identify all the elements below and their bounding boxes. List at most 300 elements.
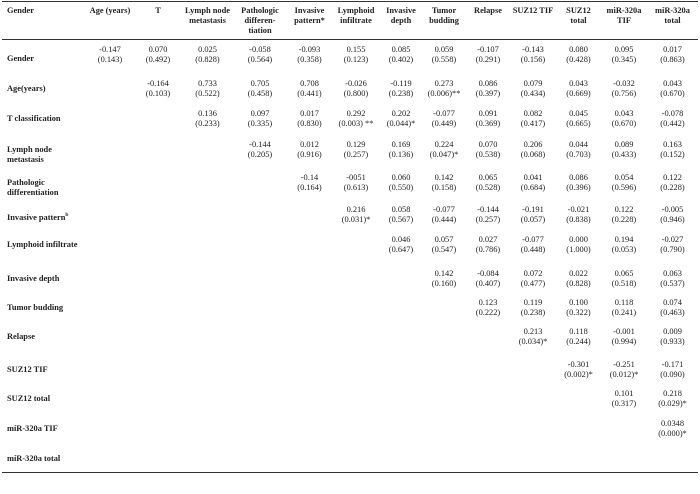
- p-value: (0.613): [343, 182, 369, 192]
- row-label: [2, 417, 86, 447]
- p-value: (0.345): [611, 55, 637, 64]
- correlation-cell: [647, 40, 698, 77]
- correlation-cell: [601, 417, 647, 447]
- correlation-cell: [182, 107, 233, 138]
- correlation-cell: [422, 40, 466, 77]
- p-value: (0.369): [475, 118, 501, 128]
- correlation-cell: [233, 77, 287, 107]
- row-label: [2, 325, 86, 358]
- correlation-coefficient: 0.041: [523, 172, 543, 182]
- correlation-cell: [134, 171, 182, 203]
- correlation-coefficient: 0.082: [523, 108, 543, 118]
- correlation-coefficient: 0.074: [663, 297, 682, 307]
- correlation-cell: [332, 325, 380, 358]
- column-header: SUZ12 TIF: [512, 6, 554, 15]
- p-value: (0.596): [611, 182, 637, 192]
- correlation-cell: [601, 203, 647, 233]
- correlation-coefficient: 0.060: [391, 172, 411, 182]
- correlation-cell: [422, 171, 466, 203]
- p-value: (0.238): [520, 307, 546, 317]
- correlation-coefficient: 0.027: [478, 234, 498, 244]
- correlation-cell: [86, 387, 134, 417]
- row-label: [2, 387, 86, 417]
- p-value: (0.012)*: [609, 369, 639, 379]
- correlation-coefficient: 0.086: [478, 78, 498, 88]
- correlation-cell: [380, 417, 422, 447]
- correlation-coefficient: 0.101: [614, 388, 634, 398]
- p-value: (0.528): [475, 182, 501, 192]
- header-row: [2, 2, 698, 40]
- correlation-coefficient: 0.218: [663, 388, 682, 398]
- p-value: (0.433): [611, 149, 637, 159]
- correlation-cell: [422, 107, 466, 138]
- correlation-coefficient: 0.292: [346, 108, 366, 118]
- correlation-cell: [422, 358, 466, 387]
- row-label-text: Gender: [7, 54, 34, 63]
- correlation-cell: [182, 325, 233, 358]
- p-value: (0.335): [247, 118, 273, 128]
- correlation-cell: [86, 171, 134, 203]
- correlation-coefficient: 0.085: [391, 45, 411, 54]
- correlation-coefficient: -0.144: [477, 204, 499, 214]
- column-header: Gender: [7, 6, 34, 15]
- correlation-coefficient: -0.164: [147, 78, 169, 88]
- correlation-cell: [647, 203, 698, 233]
- correlation-cell: [332, 417, 380, 447]
- correlation-cell: [86, 77, 134, 107]
- p-value: (0.703): [566, 149, 591, 159]
- correlation-cell: [134, 447, 182, 473]
- correlation-cell: [182, 40, 233, 77]
- correlation-coefficient: -0.021: [567, 204, 590, 214]
- correlation-coefficient: 0.163: [663, 139, 682, 149]
- correlation-cell: [380, 325, 422, 358]
- correlation-cell: [182, 417, 233, 447]
- p-value: (0.322): [566, 307, 591, 317]
- correlation-cell: [287, 296, 332, 325]
- correlation-coefficient: -0051: [346, 172, 366, 182]
- p-value: (0.057): [520, 214, 546, 224]
- correlation-coefficient: 0.009: [663, 326, 682, 336]
- p-value: (0.538): [475, 149, 501, 159]
- p-value: (0.756): [611, 88, 637, 98]
- correlation-cell: [86, 138, 134, 171]
- correlation-cell: [182, 267, 233, 296]
- correlation-cell: [380, 387, 422, 417]
- correlation-cell: [380, 233, 422, 267]
- correlation-coefficient: -0.147: [99, 45, 121, 54]
- column-header: Relapse: [474, 6, 502, 15]
- p-value: (0.402): [388, 55, 414, 64]
- correlation-coefficient: 0.065: [478, 172, 498, 182]
- correlation-cell: [601, 40, 647, 77]
- correlation-cell: [466, 447, 510, 473]
- correlation-coefficient: -0.084: [477, 268, 499, 278]
- correlation-cell: [601, 171, 647, 203]
- correlation-cell: [556, 138, 601, 171]
- column-header: T: [155, 6, 161, 15]
- correlation-cell: [287, 77, 332, 107]
- p-value: (0.916): [297, 149, 322, 159]
- correlation-cell: [86, 447, 134, 473]
- correlation-coefficient: 0.118: [569, 326, 588, 336]
- p-value: (0.053): [611, 244, 637, 254]
- correlation-coefficient: -0.005: [661, 204, 684, 214]
- correlation-cell: [86, 296, 134, 325]
- table-row: [2, 447, 698, 473]
- correlation-cell: [182, 203, 233, 233]
- correlation-cell: [233, 203, 287, 233]
- p-value: (0.567): [388, 214, 414, 224]
- row-label: [2, 358, 86, 387]
- correlation-coefficient: 0.043: [614, 108, 634, 118]
- p-value: (0.291): [475, 55, 501, 64]
- correlation-cell: [556, 233, 601, 267]
- correlation-cell: [380, 267, 422, 296]
- correlation-cell: [647, 417, 698, 447]
- correlation-cell: [86, 203, 134, 233]
- correlation-cell: [233, 40, 287, 77]
- correlation-cell: [556, 107, 601, 138]
- p-value: (0.143): [97, 55, 123, 64]
- row-label-text: Invasive depth: [7, 273, 60, 283]
- correlation-coefficient: 0.0348: [660, 418, 685, 428]
- correlation-cell: [510, 107, 556, 138]
- correlation-cell: [510, 387, 556, 417]
- correlation-coefficient: 0.705: [250, 78, 270, 88]
- correlation-cell: [601, 387, 647, 417]
- p-value: (0.233): [195, 118, 220, 128]
- correlation-coefficient: -0.001: [613, 326, 635, 336]
- column-header: miR-320a TIF: [606, 6, 642, 25]
- correlation-cell: [466, 107, 510, 138]
- p-value: (0.564): [247, 55, 273, 64]
- correlation-cell: [647, 77, 698, 107]
- correlation-coefficient: 0.000: [569, 234, 588, 244]
- correlation-cell: [510, 77, 556, 107]
- correlation-coefficient: 0.070: [148, 45, 168, 54]
- correlation-cell: [182, 387, 233, 417]
- correlation-cell: [601, 138, 647, 171]
- correlation-cell: [556, 447, 601, 473]
- correlation-cell: [422, 233, 466, 267]
- correlation-cell: [287, 203, 332, 233]
- correlation-cell: [556, 387, 601, 417]
- correlation-cell: [134, 387, 182, 417]
- correlation-cell: [86, 233, 134, 267]
- table-row: [2, 40, 698, 77]
- row-label-text: Tumor budding: [7, 302, 64, 312]
- correlation-coefficient: 0.022: [569, 268, 588, 278]
- correlation-coefficient: 0.044: [569, 139, 588, 149]
- correlation-cell: [134, 417, 182, 447]
- correlation-coefficient: 0.118: [614, 297, 634, 307]
- correlation-coefficient: 0.097: [250, 108, 270, 118]
- correlation-coefficient: 0.122: [663, 172, 682, 182]
- correlation-table: [2, 1, 698, 473]
- p-value: (0.522): [195, 88, 220, 98]
- p-value: (0.669): [566, 88, 591, 98]
- correlation-coefficient: -0.301: [567, 359, 590, 369]
- row-label-text: Lymph node metastasis: [7, 144, 52, 164]
- p-value: (0.031)*: [341, 214, 371, 224]
- correlation-coefficient: 0.708: [300, 78, 319, 88]
- correlation-coefficient: -0.077: [433, 108, 455, 118]
- correlation-cell: [380, 77, 422, 107]
- correlation-cell: [287, 447, 332, 473]
- correlation-cell: [134, 233, 182, 267]
- correlation-cell: [134, 77, 182, 107]
- p-value: (0.550): [388, 182, 414, 192]
- correlation-cell: [510, 40, 556, 77]
- correlation-cell: [380, 358, 422, 387]
- correlation-coefficient: -0.058: [249, 45, 271, 54]
- p-value: (0.257): [475, 214, 501, 224]
- correlation-cell: [556, 203, 601, 233]
- correlation-cell: [466, 325, 510, 358]
- correlation-coefficient: 0.136: [198, 108, 217, 118]
- correlation-coefficient: 0.122: [614, 204, 634, 214]
- correlation-cell: [233, 138, 287, 171]
- p-value: (0.684): [520, 182, 546, 192]
- correlation-coefficient: 0.142: [434, 172, 454, 182]
- correlation-cell: [647, 107, 698, 138]
- p-value: (0.244): [566, 336, 591, 346]
- correlation-coefficient: -0.078: [661, 108, 684, 118]
- correlation-cell: [380, 138, 422, 171]
- p-value: (0.222): [475, 307, 501, 317]
- p-value: (0.136): [388, 149, 414, 159]
- p-value: (0.358): [297, 55, 322, 64]
- correlation-cell: [380, 447, 422, 473]
- correlation-cell: [510, 138, 556, 171]
- column-header: Tumor budding: [429, 6, 459, 25]
- p-value: (0.238): [388, 88, 414, 98]
- p-value: (0.790): [660, 244, 685, 254]
- column-header: Lymph node metastasis: [185, 6, 230, 25]
- row-label-text: SUZ12 TIF: [7, 364, 48, 374]
- correlation-coefficient: 0.054: [614, 172, 634, 182]
- correlation-cell: [182, 296, 233, 325]
- correlation-coefficient: -0.144: [249, 139, 271, 149]
- correlation-coefficient: 0.194: [614, 234, 634, 244]
- row-label: [2, 447, 86, 473]
- correlation-cell: [510, 296, 556, 325]
- p-value: (0.558): [431, 55, 457, 64]
- p-value: (0.156): [520, 55, 546, 64]
- table-row: [2, 77, 698, 107]
- p-value: (0.152): [660, 149, 685, 159]
- correlation-cell: [233, 171, 287, 203]
- correlation-coefficient: 0.065: [614, 268, 634, 278]
- row-label-superscript: b: [65, 211, 69, 218]
- correlation-cell: [647, 233, 698, 267]
- correlation-cell: [233, 358, 287, 387]
- row-label: [2, 107, 86, 138]
- correlation-cell: [510, 171, 556, 203]
- correlation-cell: [233, 296, 287, 325]
- correlation-cell: [182, 77, 233, 107]
- table-row: [2, 387, 698, 417]
- correlation-coefficient: -0.107: [477, 45, 499, 54]
- correlation-cell: [510, 417, 556, 447]
- row-label: [2, 138, 86, 171]
- correlation-coefficient: 0.213: [523, 326, 543, 336]
- p-value: (0.428): [566, 55, 591, 64]
- p-value: (0.417): [520, 118, 546, 128]
- correlation-coefficient: 0.045: [569, 108, 588, 118]
- p-value: (0.407): [475, 278, 501, 288]
- correlation-coefficient: 0.273: [434, 78, 454, 88]
- table-row: [2, 325, 698, 358]
- correlation-coefficient: 0.059: [434, 45, 454, 54]
- correlation-cell: [510, 203, 556, 233]
- correlation-cell: [466, 233, 510, 267]
- correlation-cell: [647, 171, 698, 203]
- correlation-cell: [287, 267, 332, 296]
- correlation-cell: [422, 138, 466, 171]
- correlation-cell: [182, 447, 233, 473]
- correlation-cell: [233, 107, 287, 138]
- correlation-cell: [601, 233, 647, 267]
- correlation-cell: [466, 417, 510, 447]
- p-value: (0.160): [431, 278, 457, 288]
- column-header: Invasive depth: [386, 6, 416, 25]
- p-value: (0.029)*: [658, 398, 687, 408]
- correlation-cell: [233, 267, 287, 296]
- correlation-coefficient: 0.129: [346, 139, 366, 149]
- correlation-coefficient: 0.012: [300, 139, 319, 149]
- correlation-cell: [86, 325, 134, 358]
- correlation-cell: [556, 267, 601, 296]
- p-value: (0.994): [611, 336, 637, 346]
- correlation-cell: [466, 387, 510, 417]
- p-value: (0.034)*: [518, 336, 548, 346]
- p-value: (0.228): [660, 182, 685, 192]
- correlation-cell: [556, 358, 601, 387]
- correlation-cell: [556, 40, 601, 77]
- correlation-cell: [134, 107, 182, 138]
- correlation-cell: [332, 296, 380, 325]
- correlation-cell: [332, 233, 380, 267]
- p-value: (0.670): [660, 88, 685, 98]
- p-value: (0.492): [145, 55, 171, 64]
- p-value: (0.444): [431, 214, 457, 224]
- row-label-text: Age(years): [7, 83, 46, 93]
- p-value: (0.090): [660, 369, 685, 379]
- correlation-cell: [510, 358, 556, 387]
- p-value: (0.786): [475, 244, 501, 254]
- correlation-cell: [86, 358, 134, 387]
- correlation-cell: [647, 138, 698, 171]
- correlation-cell: [466, 203, 510, 233]
- column-header: Pathologic differen-tiation: [241, 6, 279, 35]
- correlation-coefficient: -0.143: [522, 45, 544, 54]
- p-value: (0.800): [343, 88, 369, 98]
- correlation-cell: [510, 325, 556, 358]
- correlation-coefficient: -0.119: [390, 78, 412, 88]
- p-value: (0.103): [145, 88, 171, 98]
- row-label-text: Relapse: [7, 331, 35, 341]
- correlation-cell: [380, 40, 422, 77]
- correlation-cell: [182, 233, 233, 267]
- correlation-coefficient: 0.017: [300, 108, 319, 118]
- correlation-coefficient: 0.119: [523, 297, 543, 307]
- correlation-cell: [332, 387, 380, 417]
- correlation-coefficient: 0.080: [569, 45, 588, 54]
- correlation-coefficient: -0.026: [345, 78, 367, 88]
- p-value: (0.670): [611, 118, 637, 128]
- correlation-cell: [182, 358, 233, 387]
- correlation-cell: [380, 171, 422, 203]
- table-row: [2, 417, 698, 447]
- correlation-cell: [233, 325, 287, 358]
- correlation-cell: [332, 267, 380, 296]
- p-value: (0.547): [431, 244, 457, 254]
- p-value: (0.477): [520, 278, 546, 288]
- p-value: (0.000)*: [658, 428, 687, 438]
- correlation-coefficient: -0.171: [661, 359, 684, 369]
- row-label-text: T classification: [7, 113, 61, 123]
- p-value: (0.317): [611, 398, 637, 408]
- correlation-cell: [422, 203, 466, 233]
- correlation-coefficient: -0.027: [661, 234, 684, 244]
- column-header: SUZ12 total: [566, 6, 591, 25]
- correlation-cell: [332, 171, 380, 203]
- p-value: (0.830): [297, 118, 322, 128]
- correlation-cell: [233, 387, 287, 417]
- correlation-coefficient: 0.091: [478, 108, 498, 118]
- correlation-cell: [287, 233, 332, 267]
- correlation-coefficient: 0.063: [663, 268, 682, 278]
- column-header: Lymphoid infiltrate: [337, 6, 375, 25]
- row-label-text: miR-320a TIF: [7, 423, 58, 433]
- correlation-cell: [466, 77, 510, 107]
- correlation-coefficient: -0.251: [613, 359, 635, 369]
- correlation-coefficient: 0.155: [346, 45, 366, 54]
- correlation-cell: [647, 296, 698, 325]
- table-row: [2, 171, 698, 203]
- table-body: [2, 40, 698, 473]
- correlation-cell: [422, 325, 466, 358]
- correlation-coefficient: -0.077: [522, 234, 544, 244]
- row-label: [2, 171, 86, 203]
- p-value: (0.397): [475, 88, 501, 98]
- row-label: [2, 267, 86, 296]
- row-label: [2, 296, 86, 325]
- correlation-cell: [287, 417, 332, 447]
- correlation-cell: [134, 138, 182, 171]
- table-row: [2, 358, 698, 387]
- p-value: (0.241): [611, 307, 637, 317]
- p-value: (0.448): [520, 244, 546, 254]
- table-row: [2, 203, 698, 233]
- correlation-coefficient: -0.077: [433, 204, 455, 214]
- p-value: (0.442): [660, 118, 685, 128]
- correlation-coefficient: 0.206: [523, 139, 543, 149]
- correlation-cell: [422, 387, 466, 417]
- correlation-cell: [556, 325, 601, 358]
- correlation-cell: [601, 77, 647, 107]
- correlation-cell: [86, 267, 134, 296]
- row-label: [2, 233, 86, 267]
- correlation-coefficient: 0.095: [614, 45, 634, 54]
- correlation-coefficient: 0.224: [434, 139, 454, 149]
- correlation-cell: [86, 107, 134, 138]
- p-value: (0.068): [520, 149, 546, 159]
- correlation-cell: [287, 325, 332, 358]
- row-label: [2, 77, 86, 107]
